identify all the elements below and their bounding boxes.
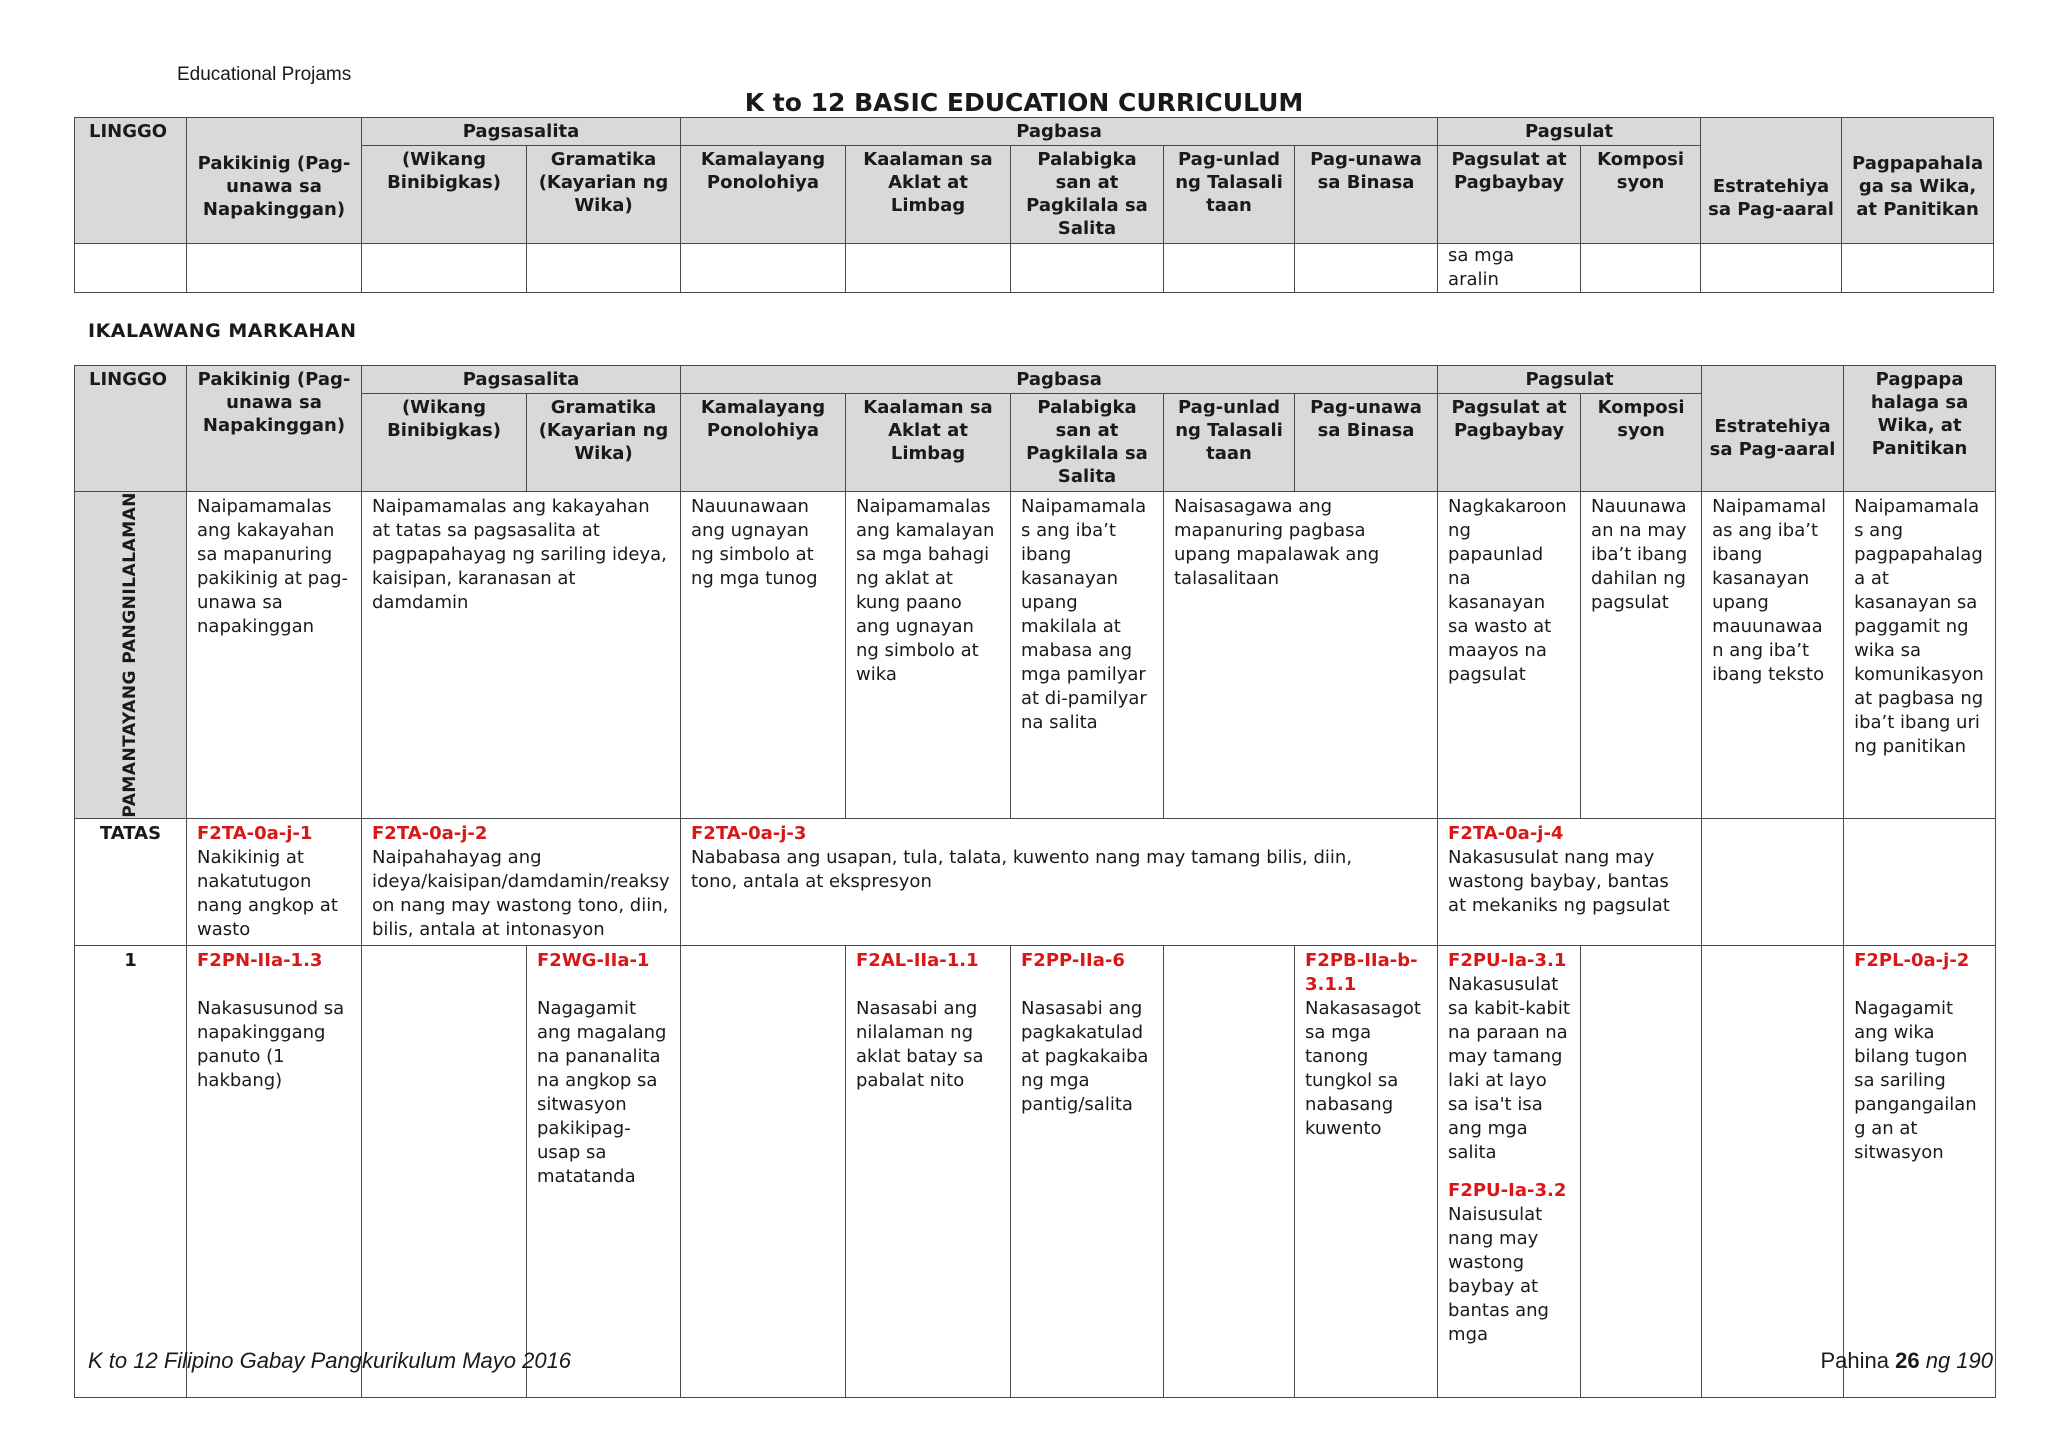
header-pagunawa: Pag-unawa sa Binasa bbox=[1295, 146, 1438, 244]
header-kaalaman: Kaalaman sa Aklat at Limbag bbox=[846, 394, 1011, 492]
header-pagsasalita: Pagsasalita bbox=[362, 366, 681, 394]
header-palabigka: Palabigka san at Pagkilala sa Salita bbox=[1011, 146, 1164, 244]
competency-text: Nasasabi ang nilalaman ng aklat batay sa pabalat nito bbox=[856, 997, 984, 1091]
week1-pagpapahalaga bbox=[1844, 945, 1996, 1397]
header-linggo: LINGGO bbox=[75, 366, 187, 492]
header-pagunlad: Pag-unlad ng Talasali taan bbox=[1164, 394, 1295, 492]
row-label-pamantayan bbox=[75, 492, 187, 819]
pamantayan-pakikinig: Naipamamalas ang kakayahan sa mapanuring pakikinig at pag-unawa sa napakinggan bbox=[187, 492, 362, 819]
week1-pakikinig bbox=[187, 945, 362, 1397]
page-prefix: Pahina bbox=[1820, 1348, 1889, 1373]
competency-code: F2TA-0a-j-2 bbox=[372, 822, 488, 844]
table-cell bbox=[1295, 244, 1438, 293]
week1-pagunawa bbox=[1295, 945, 1438, 1397]
header-gramatika: Gramatika (Kayarian ng Wika) bbox=[527, 146, 681, 244]
competency-text: Naipahahayag ang ideya/kaisipan/damdamin/reaksyon nang may wastong tono, diin, bilis, antala at intonasyon bbox=[372, 846, 670, 940]
competency-text: Naisusulat nang may wastong baybay at bantas ang mga bbox=[1448, 1203, 1549, 1345]
pamantayan-palabigka: Naipamamalas ang iba’t ibang kasanayan upang makilala at mabasa ang mga pamilyar at di-pamilyar na salita bbox=[1011, 492, 1164, 819]
table-cell bbox=[1844, 818, 1996, 945]
competency-code: F2WG-IIa-1 bbox=[537, 949, 650, 971]
pamantayan-estratehiya: Naipamamal as ang iba’t ibang kasanayan upang mauunawaa n ang iba’t ibang teksto bbox=[1702, 492, 1844, 819]
table-cell bbox=[1164, 244, 1295, 293]
header-gramatika: Gramatika (Kayarian ng Wika) bbox=[527, 394, 681, 492]
competency-code: F2PU-Ia-3.2 bbox=[1448, 1179, 1567, 1201]
header-komposisyon: Komposi syon bbox=[1581, 146, 1701, 244]
header-pakikinig: Pakikinig (Pag-unawa sa Napakinggan) bbox=[187, 366, 362, 492]
competency-code: F2PP-IIa-6 bbox=[1021, 949, 1125, 971]
row-label-tatas: TATAS bbox=[75, 818, 187, 945]
week1-pagsulat bbox=[1438, 945, 1581, 1397]
week1-kaalaman bbox=[846, 945, 1011, 1397]
competency-code: F2PL-0a-j-2 bbox=[1854, 949, 1970, 971]
header-pagpapahalaga: Pagpapahala ga sa Wika, at Panitikan bbox=[1842, 118, 1994, 244]
header-kamalayang: Kamalayang Ponolohiya bbox=[681, 394, 846, 492]
header-pagsasalita: Pagsasalita bbox=[362, 118, 681, 146]
tatas-pagbasa bbox=[681, 818, 1438, 945]
header-pakikinig: Pakikinig (Pag-unawa sa Napakinggan) bbox=[187, 118, 362, 244]
header-linggo: LINGGO bbox=[75, 118, 187, 244]
competency-text: Nakasusulat nang may wastong baybay, bantas at mekaniks ng pagsulat bbox=[1448, 846, 1670, 916]
table-cell bbox=[1842, 244, 1994, 293]
header-pagsulat-pagbaybay: Pagsulat at Pagbaybay bbox=[1438, 146, 1581, 244]
header-kamalayang: Kamalayang Ponolohiya bbox=[681, 146, 846, 244]
header-pagsulat: Pagsulat bbox=[1438, 118, 1701, 146]
header-pagpapahalaga: Pagpapa halaga sa Wika, at Panitikan bbox=[1844, 366, 1996, 492]
pamantayan-pagsasalita: Naipamamalas ang kakayahan at tatas sa pagsasalita at pagpapahayag ng sariling ideya, kaisipan, karanasan at damdamin bbox=[362, 492, 681, 819]
competency-text: Nagagamit ang wika bilang tugon sa sariling pangangailang an at sitwasyon bbox=[1854, 997, 1977, 1163]
competency-text: Nasasabi ang pagkakatulad at pagkakaiba ng mga pantig/salita bbox=[1021, 997, 1149, 1115]
competency-code: F2PU-Ia-3.1 bbox=[1448, 949, 1567, 971]
table-cell bbox=[681, 945, 846, 1397]
competency-text: Nagagamit ang magalang na pananalita na angkop sa sitwasyon pakikipag-usap sa matatanda bbox=[537, 997, 667, 1187]
week1-gramatika bbox=[527, 945, 681, 1397]
page-total: ng 190 bbox=[1925, 1348, 1993, 1373]
competency-code: F2TA-0a-j-4 bbox=[1448, 822, 1564, 844]
header-komposisyon: Komposi syon bbox=[1581, 394, 1702, 492]
document-title: K to 12 BASIC EDUCATION CURRICULUM bbox=[744, 88, 1304, 117]
table-cell bbox=[1702, 818, 1844, 945]
table-cell bbox=[1011, 244, 1164, 293]
page-number: 26 bbox=[1895, 1348, 1920, 1373]
header-wikang: (Wikang Binibigkas) bbox=[362, 394, 527, 492]
table-cell bbox=[362, 945, 527, 1397]
header-kaalaman: Kaalaman sa Aklat at Limbag bbox=[846, 146, 1011, 244]
row-label-week bbox=[75, 945, 187, 1397]
competency-code: F2PN-IIa-1.3 bbox=[197, 949, 323, 971]
table-cell bbox=[1164, 945, 1295, 1397]
pamantayan-pagsulat: Nagkakaroon ng papaunlad na kasanayan sa wasto at maayos na pagsulat bbox=[1438, 492, 1581, 819]
competency-code: F2AL-IIa-1.1 bbox=[856, 949, 979, 971]
table-cell bbox=[187, 244, 362, 293]
pamantayan-pagpapahalaga: Naipamamalas ang pagpapahalag a at kasanayan sa paggamit ng wika sa komunikasyon at pagbasa ng iba’t ibang uri ng panitikan bbox=[1844, 492, 1996, 819]
pamantayan-kaalaman: Naipamamalas ang kamalayan sa mga bahagi ng aklat at kung paano ang ugnayan ng simbolo at wika bbox=[846, 492, 1011, 819]
week-number: 1 bbox=[124, 949, 137, 971]
header-palabigka: Palabigka san at Pagkilala sa Salita bbox=[1011, 394, 1164, 492]
table-cell bbox=[362, 244, 527, 293]
table-cell bbox=[846, 244, 1011, 293]
footer-document-name: K to 12 Filipino Gabay Pangkurikulum Mayo 2016 bbox=[88, 1348, 572, 1373]
footer-page-number bbox=[1820, 1348, 1993, 1374]
competency-text: Nakikinig at nakatutugon nang angkop at wasto bbox=[197, 846, 338, 940]
competency-text: Nakasusunod sa napakinggang panuto (1 hakbang) bbox=[197, 997, 345, 1091]
competency-code: F2TA-0a-j-1 bbox=[197, 822, 313, 844]
competency-text: Nababasa ang usapan, tula, talata, kuwento nang may tamang bilis, diin, tono, antala at ekspresyon bbox=[691, 846, 1353, 892]
competency-code: F2TA-0a-j-3 bbox=[691, 822, 807, 844]
header-estratehiya: Estratehiya sa Pag-aaral bbox=[1702, 366, 1844, 492]
header-pagunawa: Pag-unawa sa Binasa bbox=[1295, 394, 1438, 492]
table-cell-text: sa mga aralin bbox=[1438, 244, 1581, 293]
tatas-pagsulat bbox=[1438, 818, 1702, 945]
competency-text: Nakasasagot sa mga tanong tungkol sa nabasang kuwento bbox=[1305, 997, 1421, 1139]
pamantayan-komposisyon: Nauunawa an na may iba’t ibang dahilan ng pagsulat bbox=[1581, 492, 1702, 819]
table-cell bbox=[1581, 945, 1702, 1397]
brand-label: Educational Projams bbox=[177, 64, 352, 85]
week1-palabigka bbox=[1011, 945, 1164, 1397]
table-cell bbox=[1702, 945, 1844, 1397]
header-pagsulat-pagbaybay: Pagsulat at Pagbaybay bbox=[1438, 394, 1581, 492]
tatas-pagsasalita bbox=[362, 818, 681, 945]
competency-text: Nakasusulat sa kabit-kabit na paraan na may tamang laki at layo sa isa't isa ang mga salita bbox=[1448, 973, 1570, 1163]
top-curriculum-table bbox=[74, 117, 1994, 293]
header-pagbasa: Pagbasa bbox=[681, 118, 1438, 146]
header-pagunlad: Pag-unlad ng Talasali taan bbox=[1164, 146, 1295, 244]
header-pagbasa: Pagbasa bbox=[681, 366, 1438, 394]
table-cell bbox=[681, 244, 846, 293]
tatas-pakikinig bbox=[187, 818, 362, 945]
pamantayan-kamalayang: Nauunawaan ang ugnayan ng simbolo at ng mga tunog bbox=[681, 492, 846, 819]
table-cell bbox=[527, 244, 681, 293]
section-heading: IKALAWANG MARKAHAN bbox=[88, 320, 357, 342]
table-cell bbox=[75, 244, 187, 293]
pamantayan-talasalitaan: Naisasagawa ang mapanuring pagbasa upang mapalawak ang talasalitaan bbox=[1164, 492, 1438, 819]
pamantayan-label: PAMANTAYANG PANGNILALAMAN bbox=[120, 492, 140, 818]
table-cell bbox=[1701, 244, 1842, 293]
header-wikang: (Wikang Binibigkas) bbox=[362, 146, 527, 244]
curriculum-table bbox=[74, 365, 1996, 1398]
table-cell bbox=[1581, 244, 1701, 293]
header-estratehiya: Estratehiya sa Pag-aaral bbox=[1701, 118, 1842, 244]
header-pagsulat: Pagsulat bbox=[1438, 366, 1702, 394]
competency-code: F2PB-IIa-b-3.1.1 bbox=[1305, 949, 1418, 995]
